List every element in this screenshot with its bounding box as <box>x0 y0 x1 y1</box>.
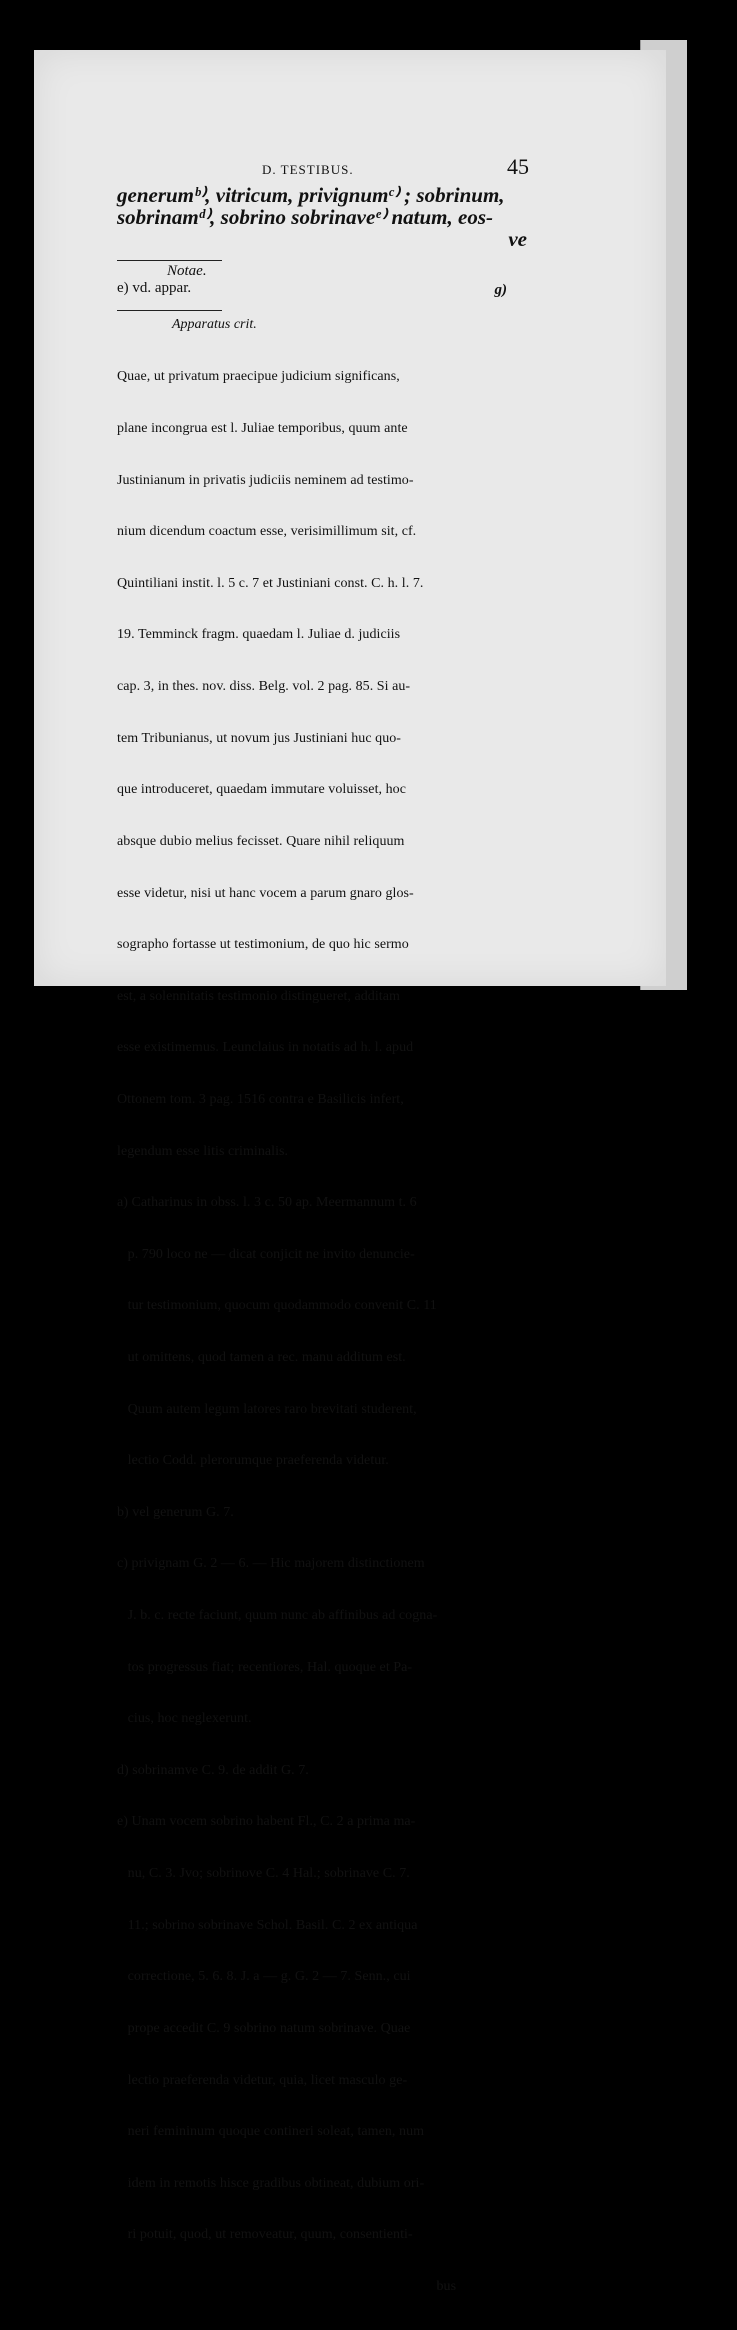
section-rule <box>117 310 222 311</box>
apparatus-line: que introduceret, quaedam immutare voluisset, hoc <box>117 782 406 798</box>
apparatus-line: J. b. c. recte faciunt, quum nunc ab affinibus ad cogna- <box>117 1608 438 1624</box>
apparatus-line: tem Tribunianus, ut novum jus Justiniani huc quo- <box>117 730 402 746</box>
notae-entry-text: e) vd. appar. <box>117 280 192 296</box>
apparatus-heading: Apparatus crit. <box>172 317 257 332</box>
apparatus-line: cius, hoc neglexerunt. <box>117 1711 252 1727</box>
apparatus-line: Quae, ut privatum praecipue judicium significans, <box>117 369 400 385</box>
apparatus-line: b) vel generum G. 7. <box>117 1504 234 1520</box>
apparatus-line: est, a solennitatis testimonio distingueret, additam <box>117 988 400 1004</box>
apparatus-line: correctione, 5. 6. 8. J. a — g. G. 2 — 7. Senn., cui <box>117 1969 411 1985</box>
apparatus-line: prope accedit C. 9 sobrino natum sobrinave. Quae <box>117 2020 411 2036</box>
main-text-line-3: ve <box>508 227 527 251</box>
apparatus-line: Ottonem tom. 3 pag. 1516 contra e Basilicis infert, <box>117 1091 404 1107</box>
apparatus-line: nium dicendum coactum esse, verisimillimum sit, cf. <box>117 524 417 540</box>
apparatus-line: absque dubio melius fecisset. Quare nihil reliquum <box>117 833 405 849</box>
apparatus-body <box>117 334 527 2330</box>
apparatus-line: Quum autem legum latores raro brevitati studerent, <box>117 1401 417 1417</box>
running-title: D. TESTIBUS. <box>262 162 354 177</box>
apparatus-line: neri femininum quoque contineri soleat, tamen, num <box>117 2124 425 2140</box>
apparatus-line: tos progressus fiat; recentiores, Hal. quoque et Pa- <box>117 1659 413 1675</box>
apparatus-line: lectio Codd. plerorumque praeferenda videtur. <box>117 1453 389 1469</box>
apparatus-line: c) privignam G. 2 — 6. — Hic majorem distinctionem <box>117 1556 425 1572</box>
notae-heading: Notae. <box>167 263 207 279</box>
apparatus-line: 19. Temminck fragm. quaedam l. Juliae d. judiciis <box>117 627 401 643</box>
apparatus-line: p. 790 loco ne — dicat conjicit ne invito denuncie- <box>117 1246 415 1262</box>
apparatus-line: bus <box>117 2278 457 2294</box>
apparatus-line: 11.; sobrino sobrinave Schol. Basil. C. 2 ex antiqua <box>117 1917 418 1933</box>
apparatus-line: plane incongrua est l. Juliae temporibus, quum ante <box>117 421 408 437</box>
page-number: 45 <box>507 154 529 179</box>
apparatus-line: e) Unam vocem sobrino habent Fl., C. 2 a prima ma- <box>117 1814 416 1830</box>
section-rule <box>117 260 222 261</box>
page-header <box>117 150 527 184</box>
apparatus-line: lectio praeferenda videtur, quia, licet masculo ge- <box>117 2072 408 2088</box>
apparatus-line: tur testimonium, quocum quodammodo convenit C. 11 <box>117 1298 437 1314</box>
notae-entry-marker: g) <box>494 282 507 298</box>
page-text-block <box>117 150 527 2330</box>
apparatus-line: ri potuit, quod, ut removeatur, quum, consentienti- <box>117 2227 413 2243</box>
apparatus-line: cap. 3, in thes. nov. diss. Belg. vol. 2 pag. 85. Si au- <box>117 679 411 695</box>
apparatus-line: nu, C. 3. Jvo; sobrinove C. 4 Hal.; sobrinave C. 7. <box>117 1866 410 1882</box>
apparatus-line: esse existimemus. Leunclaius in notatis ad h. l. apud <box>117 1040 414 1056</box>
apparatus-line: ut omittens, quod tamen a rec. manu additum est. <box>117 1349 406 1365</box>
main-text-line-1: generumᵇ⁾, vitricum, privignumᶜ⁾ ; sobrinum, <box>117 183 505 207</box>
apparatus-line: idem in remotis hisce gradibus obtineat, dubium ori- <box>117 2175 425 2191</box>
apparatus-line: sographo fortasse ut testimonium, de quo hic sermo <box>117 937 409 953</box>
apparatus-line: Justinianum in privatis judiciis neminem ad testimo- <box>117 472 414 488</box>
apparatus-line: legendum esse litis criminalis. <box>117 1143 289 1159</box>
apparatus-line: esse videtur, nisi ut hanc vocem a parum gnaro glos- <box>117 885 414 901</box>
notae-entry <box>117 280 527 300</box>
main-text-line-2: sobrinamᵈ⁾, sobrino sobrinaveᵉ⁾ natum, eos- <box>117 205 494 229</box>
apparatus-line: d) sobrinamve C. 9. de addit G. 7. <box>117 1762 309 1778</box>
apparatus-line: a) Catharinus in obss. l. 3 c. 50 ap. Meermannum t. 6 <box>117 1195 417 1211</box>
apparatus-line: Quintiliani instit. l. 5 c. 7 et Justiniani const. C. h. l. 7. <box>117 575 424 591</box>
